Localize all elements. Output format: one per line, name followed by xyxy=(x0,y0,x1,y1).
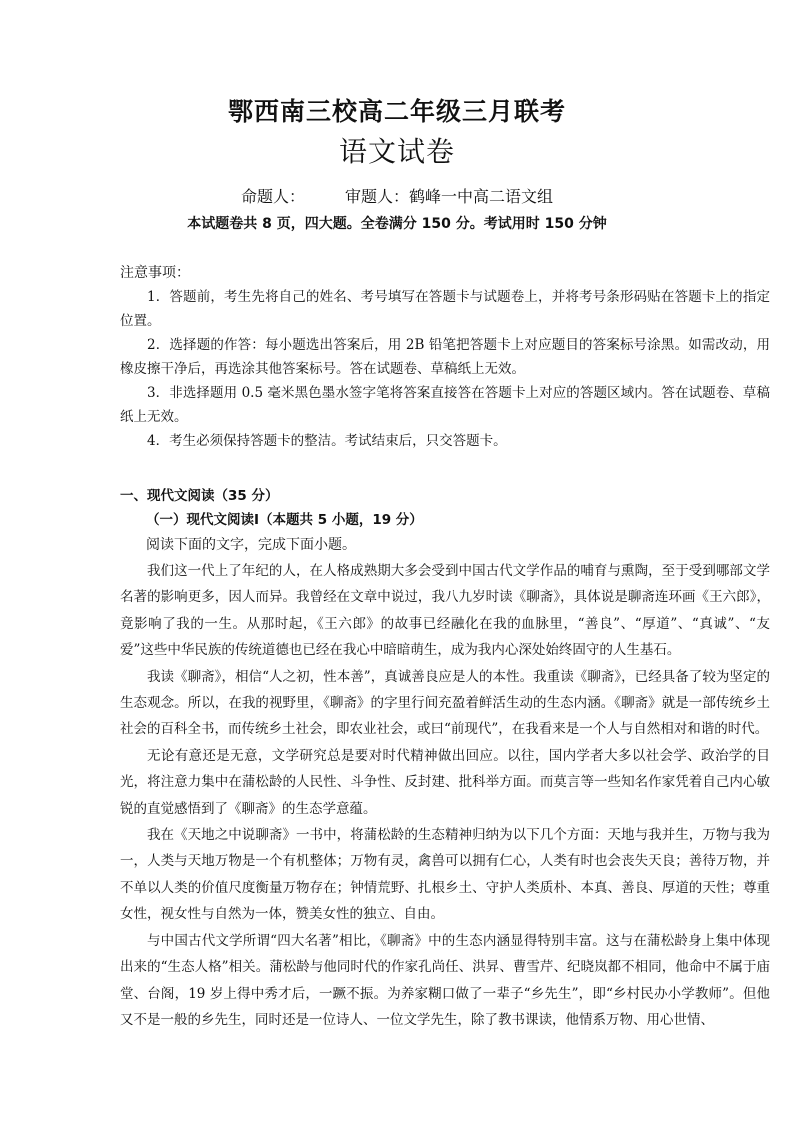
reading-passage xyxy=(120,558,770,1033)
passage-paragraph: 我读《聊斋》，相信“人之初，性本善”，真诚善良应是人的本性。我重读《聊斋》，已经具备了较为坚定的生态观念。所以，在我的视野里，《聊斋》的字里行间充盈着鲜活生动的生态内涵。《聊斋》就是一部传统乡土社会的百科全书，而传统乡土社会，即农业社会，或曰“前现代”，在我看来是一个人与自然相对和谐的时代。 xyxy=(120,668,770,738)
note-item: 2．选择题的作答：每小题选出答案后，用 2B 铅笔把答题卡上对应题目的答案标号涂黑。如需改动，用橡皮擦干净后，再选涂其他答案标号。答在试题卷、草稿纸上无效。 xyxy=(120,337,770,377)
notes-list xyxy=(120,285,770,453)
section-title: 一、现代文阅读（35 分） xyxy=(120,488,279,504)
setter-label: 命题人： xyxy=(240,187,305,206)
notes-heading: 注意事项： xyxy=(120,265,190,281)
exam-info: 本试题卷共 8 页，四大题。全卷满分 150 分。考试用时 150 分钟 xyxy=(187,216,607,232)
note-item: 4．考生必须保持答题卡的整洁。考试结束后，只交答题卡。 xyxy=(147,433,507,449)
setter-line xyxy=(0,184,794,207)
note-item: 1．答题前，考生先将自己的姓名、考号填写在答题卡与试题卷上，并将考号条形码贴在答题卡上的指定位置。 xyxy=(120,289,770,329)
note-item: 3．非选择题用 0.5 毫米黑色墨水签字笔将答案直接答在答题卡上对应的答题区域内。答在试题卷、草稿纸上无效。 xyxy=(120,385,770,425)
reading-instruction: 阅读下面的文字，完成下面小题。 xyxy=(146,537,356,553)
passage-paragraph: 无论有意还是无意，文学研究总是要对时代精神做出回应。以往，国内学者大多以社会学、政治学的目光，将注意力集中在蒲松龄的人民性、斗争性、反封建、批科举方面。而莫言等一些知名作家凭着自己内心敏锐的直觉感悟到了《聊斋》的生态学意蕴。 xyxy=(120,747,770,817)
passage-paragraph: 我在《天地之中说聊斋》一书中，将蒲松龄的生态精神归纳为以下几个方面：天地与我并生，万物与我为一，人类与天地万物是一个有机整体；万物有灵，禽兽可以拥有仁心，人类有时也会丧失天良；善待万物，并不单以人类的价值尺度衡量万物存在；钟情荒野、扎根乡土、守护人类质朴、本真、善良、厚道的天性；尊重女性，视女性与自然为一体，赞美女性的独立、自由。 xyxy=(120,827,770,923)
reviewer-label: 审题人：鹤峰一中高二语文组 xyxy=(345,187,554,206)
exam-title: 鄂西南三校高二年级三月联考 xyxy=(227,97,566,126)
passage-paragraph: 我们这一代上了年纪的人，在人格成熟期大多会受到中国古代文学作品的哺育与熏陶，至于受到哪部文学名著的影响更多，因人而异。我曾经在文章中说过，我八九岁时读《聊斋》，具体说是聊斋连环画《王六郎》，竟影响了我的一生。从那时起，《王六郎》的故事已经融化在我的血脉里，“善良”、“厚道”、“真诚”、“友爱”这些中华民族的传统道德也已经在我心中暗暗萌生，成为我内心深处始终固守的人生基石。 xyxy=(120,563,770,659)
section-subtitle: （一）现代文阅读Ⅰ（本题共 5 小题，19 分） xyxy=(146,512,423,528)
passage-paragraph: 与中国古代文学所谓“四大名著”相比，《聊斋》中的生态内涵显得特别丰富。这与在蒲松龄身上集中体现出来的“生态人格”相关。蒲松龄与他同时代的作家孔尚任、洪昇、曹雪芹、纪晓岚都不相同，他命中不属于庙堂、台阁，19 岁上得中秀才后，一蹶不振。为养家糊口做了一辈子“乡先生”，即“乡村民办小学教师”。但他又不是一般的乡先生，同时还是一位诗人、一位文学先生，除了教书课读，他情系万物、用心世情、 xyxy=(120,932,770,1028)
subject-title: 语文试卷 xyxy=(338,135,455,168)
